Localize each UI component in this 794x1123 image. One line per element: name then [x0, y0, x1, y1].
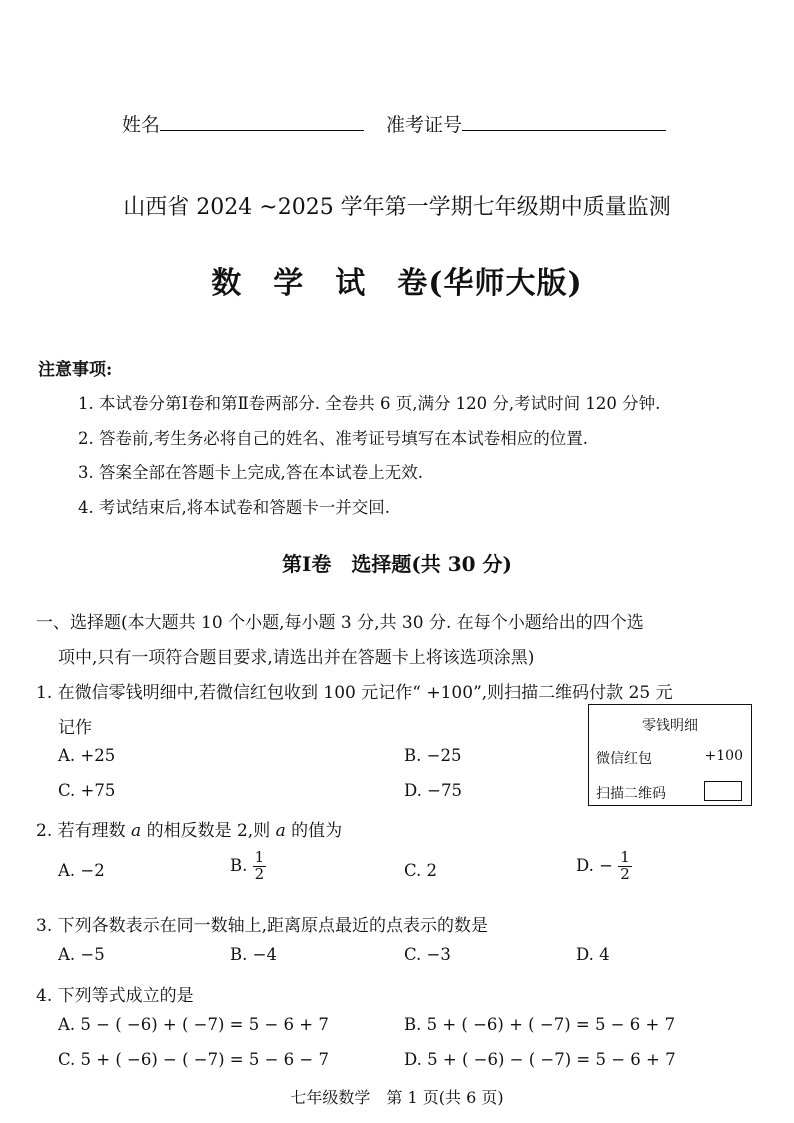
q2-option-c[interactable]: C. 2 — [404, 861, 438, 880]
q3-stem: 3. 下列各数表示在同一数轴上,距离原点最近的点表示的数是 — [36, 916, 489, 936]
q4-option-b[interactable]: B. 5 + ( −6) + ( −7) = 5 − 6 + 7 — [404, 1015, 676, 1034]
q2-variable: a — [275, 821, 286, 841]
note-item: 4. 考试结束后,将本试卷和答题卡一并交回. — [78, 498, 390, 517]
name-field[interactable] — [122, 110, 364, 137]
q3-option-c[interactable]: C. −3 — [404, 945, 451, 964]
wallet-row2-label: 扫描二维码 — [596, 786, 666, 802]
q1-option-c[interactable]: C. +75 — [58, 781, 116, 800]
subject-main: 数 学 试 卷 — [211, 266, 429, 301]
section-title: 第Ⅰ卷 选择题(共 30 分) — [281, 552, 513, 576]
name-label: 姓名 — [122, 114, 161, 136]
q1-option-d[interactable]: D. −75 — [404, 781, 462, 800]
note-item: 1. 本试卷分第Ⅰ卷和第Ⅱ卷两部分. 全卷共 6 页,满分 120 分,考试时间 120 分钟. — [78, 394, 661, 413]
q1-stem-line2: 记作 — [58, 718, 92, 738]
exam-id-label: 准考证号 — [386, 114, 463, 136]
wallet-row2-blank — [704, 781, 742, 801]
q2-option-a[interactable]: A. −2 — [58, 861, 105, 880]
q2-text-before: 2. 若有理数 — [36, 821, 132, 841]
wallet-detail-box — [588, 704, 752, 806]
fraction-denominator: 2 — [620, 864, 630, 883]
q4-option-c[interactable]: C. 5 + ( −6) − ( −7) = 5 − 6 − 7 — [58, 1050, 329, 1069]
q2-stem — [36, 816, 342, 841]
wallet-title: 零钱明细 — [642, 718, 698, 734]
q1-option-b[interactable]: B. −25 — [404, 746, 462, 765]
subject-title — [0, 258, 794, 302]
q2-text-mid: 的相反数是 2,则 — [141, 821, 276, 841]
wallet-row1-value: +100 — [704, 748, 743, 764]
part1-instructions-line2: 项中,只有一项符合题目要求,请选出并在答题卡上将该选项涂黑) — [58, 648, 535, 668]
note-item: 3. 答案全部在答题卡上完成,答在本试卷上无效. — [78, 463, 423, 482]
q1-stem-line1: 1. 在微信零钱明细中,若微信红包收到 100 元记作“ +100”,则扫描二维码付款 25 元 — [36, 683, 673, 703]
q3-option-d[interactable]: D. 4 — [576, 945, 610, 964]
exam-title: 山西省 2024 ~2025 学年第一学期七年级期中质量监测 — [123, 195, 671, 220]
q3-option-a[interactable]: A. −5 — [58, 945, 105, 964]
fraction-numerator: 1 — [254, 848, 265, 866]
wallet-row1-label: 微信红包 — [596, 751, 652, 767]
q2-option-b[interactable] — [230, 850, 266, 883]
note-item: 2. 答卷前,考生务必将自己的姓名、准考证号填写在本试卷相应的位置. — [78, 429, 588, 448]
q4-option-d[interactable]: D. 5 + ( −6) − ( −7) = 5 − 6 + 7 — [404, 1050, 676, 1069]
q1-option-a[interactable]: A. +25 — [58, 746, 116, 765]
q2-option-d-fraction — [618, 850, 632, 883]
notes-heading: 注意事项: — [38, 360, 113, 380]
exam-id-field[interactable] — [386, 110, 666, 137]
part1-instructions-line1: 一、选择题(本大题共 10 个小题,每小题 3 分,共 30 分. 在每个小题给出的四个选 — [36, 613, 644, 633]
q2-variable: a — [131, 821, 142, 841]
fraction-denominator: 2 — [254, 864, 265, 883]
q4-stem: 4. 下列等式成立的是 — [36, 986, 194, 1006]
q2-text-after: 的值为 — [285, 821, 343, 841]
q2-option-b-prefix: B. — [230, 855, 248, 875]
subject-edition: (华师大版) — [428, 266, 583, 301]
q4-option-a[interactable]: A. 5 − ( −6) + ( −7) = 5 − 6 + 7 — [58, 1015, 329, 1034]
q2-option-d[interactable] — [576, 850, 632, 883]
q2-option-d-prefix: D. − — [576, 855, 613, 875]
q2-option-b-fraction — [253, 850, 267, 883]
q3-option-b[interactable]: B. −4 — [230, 945, 277, 964]
fraction-numerator: 1 — [620, 848, 630, 866]
exam-id-blank[interactable] — [462, 112, 666, 131]
page-footer: 七年级数学 第 1 页(共 6 页) — [290, 1088, 504, 1107]
name-blank[interactable] — [160, 112, 364, 131]
